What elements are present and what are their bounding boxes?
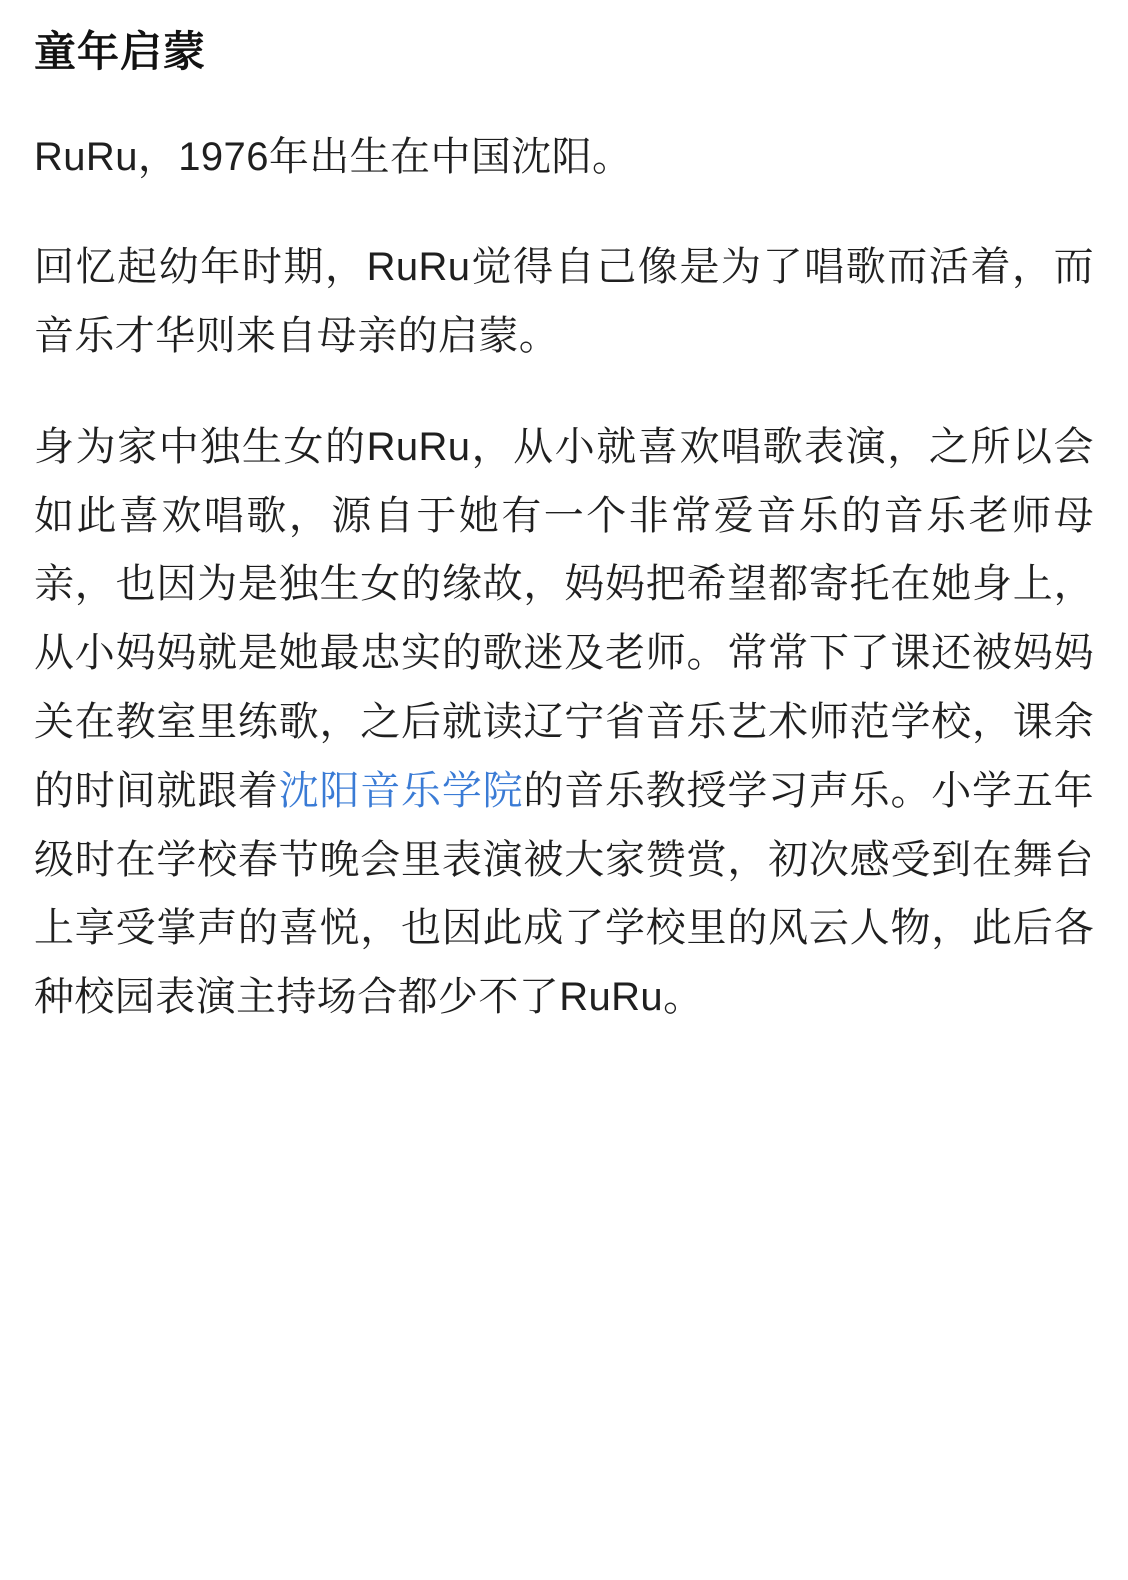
link-shenyang-conservatory[interactable]: 沈阳音乐学院 xyxy=(278,768,524,813)
paragraph-text: 的音乐教授学习声乐。小学五年级时在学校春节晚会里表演被大家赞赏，初次感受到在舞台上享受掌声的喜悦，也因此成了学校里的风云人物，此后各种校园表演主持场合都少不了RuRu。 xyxy=(34,768,1094,1020)
paragraph-text: 回忆起幼年时期，RuRu觉得自己像是为了唱歌而活着，而音乐才华则来自母亲的启蒙。 xyxy=(34,245,1094,359)
paragraph-2 xyxy=(34,233,1094,371)
paragraph-1 xyxy=(34,123,1094,192)
paragraph-text: 身为家中独生女的RuRu，从小就喜欢唱歌表演，之所以会如此喜欢唱歌，源自于她有一个非常爱音乐的音乐老师母亲，也因为是独生女的缘故，妈妈把希望都寄托在她身上，从小妈妈就是她最忠实的歌迷及老师。常常下了课还被妈妈关在教室里练歌，之后就读辽宁省音乐艺术师范学校，课余的时间就跟着 xyxy=(34,424,1094,813)
page-title: 童年启蒙 xyxy=(34,28,207,75)
paragraph-text: RuRu，1976年出生在中国沈阳。 xyxy=(34,134,633,179)
paragraph-3 xyxy=(34,413,1094,1032)
